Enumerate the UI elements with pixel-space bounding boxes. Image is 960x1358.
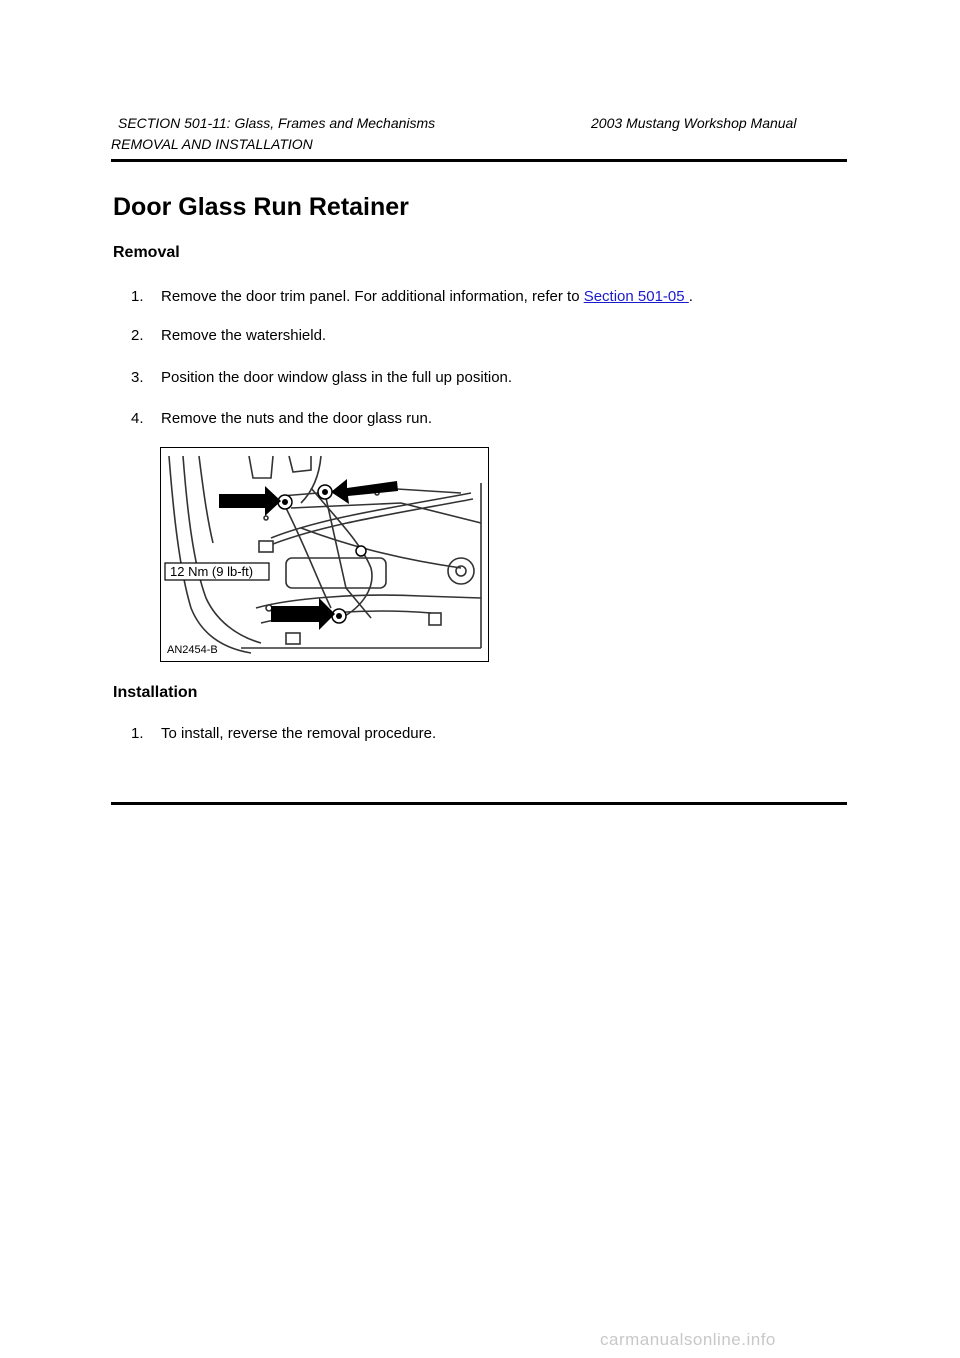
step-text: Remove the door trim panel. For additional information, refer to (161, 288, 584, 305)
header-manual-title: 2003 Mustang Workshop Manual (591, 115, 797, 131)
step-text-end: . (688, 288, 693, 305)
step-number: 1. (131, 288, 144, 305)
removal-step-2 (131, 327, 326, 344)
installation-step-1 (131, 725, 436, 742)
torque-label: 12 Nm (9 lb-ft) (170, 564, 254, 579)
removal-step-1 (131, 288, 693, 305)
header-section-title: SECTION 501-11: Glass, Frames and Mechanisms (118, 115, 436, 131)
removal-step-4 (131, 410, 432, 427)
page-title: Door Glass Run Retainer (113, 193, 409, 221)
step-number: 4. (131, 410, 144, 427)
figure-id: AN2454-B (167, 644, 218, 656)
removal-step-3 (131, 369, 512, 386)
section-501-05-link[interactable]: Section 501-05 (583, 288, 689, 305)
step-text: Remove the nuts and the door glass run. (161, 410, 432, 427)
step-number: 1. (131, 725, 144, 742)
header-rule (111, 159, 847, 162)
step-number: 3. (131, 369, 144, 386)
door-glass-run-illustration (161, 448, 488, 661)
step-number: 2. (131, 327, 144, 344)
step-text: Remove the watershield. (161, 327, 327, 344)
step-text: Position the door window glass in the full up position. (161, 369, 513, 386)
installation-heading: Installation (113, 684, 198, 701)
door-glass-run-figure (160, 447, 489, 662)
step-text: To install, reverse the removal procedure. (161, 725, 437, 742)
footer-rule (111, 802, 847, 805)
removal-heading: Removal (113, 244, 180, 261)
watermark: carmanualsonline.info (600, 1330, 776, 1349)
header-subsection: REMOVAL AND INSTALLATION (111, 136, 313, 152)
